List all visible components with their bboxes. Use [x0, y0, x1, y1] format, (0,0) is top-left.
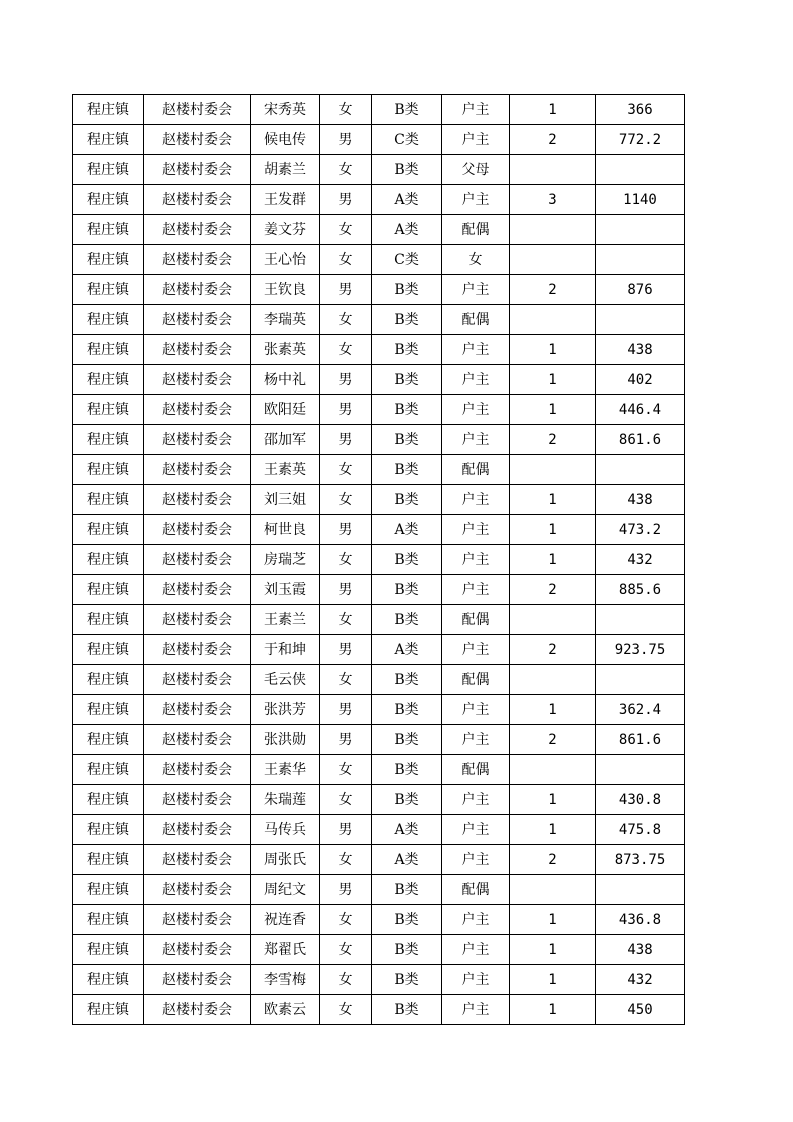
household-count-cell: 2 [510, 275, 596, 305]
relation-cell: 户主 [442, 125, 510, 155]
amount-cell: 362.4 [596, 695, 685, 725]
amount-cell: 923.75 [596, 635, 685, 665]
sex-cell: 女 [320, 545, 372, 575]
name-cell: 王发群 [251, 185, 320, 215]
relation-cell: 配偶 [442, 665, 510, 695]
village-cell: 赵楼村委会 [144, 965, 251, 995]
table-row [73, 635, 685, 665]
household-count-cell: 2 [510, 845, 596, 875]
amount-cell [596, 155, 685, 185]
sex-cell: 男 [320, 395, 372, 425]
sex-cell: 女 [320, 965, 372, 995]
sex-cell: 男 [320, 185, 372, 215]
town-cell: 程庄镇 [73, 575, 144, 605]
town-cell: 程庄镇 [73, 725, 144, 755]
category-cell: B类 [372, 695, 442, 725]
amount-cell: 432 [596, 545, 685, 575]
amount-cell [596, 215, 685, 245]
household-count-cell: 1 [510, 485, 596, 515]
name-cell: 朱瑞莲 [251, 785, 320, 815]
table-row [73, 155, 685, 185]
table-row [73, 185, 685, 215]
name-cell: 于和坤 [251, 635, 320, 665]
household-count-cell [510, 245, 596, 275]
name-cell: 马传兵 [251, 815, 320, 845]
category-cell: B类 [372, 935, 442, 965]
town-cell: 程庄镇 [73, 245, 144, 275]
town-cell: 程庄镇 [73, 155, 144, 185]
table-row [73, 395, 685, 425]
name-cell: 欧素云 [251, 995, 320, 1025]
category-cell: B类 [372, 755, 442, 785]
name-cell: 胡素兰 [251, 155, 320, 185]
relation-cell: 户主 [442, 365, 510, 395]
town-cell: 程庄镇 [73, 755, 144, 785]
amount-cell: 402 [596, 365, 685, 395]
amount-cell: 450 [596, 995, 685, 1025]
amount-cell: 436.8 [596, 905, 685, 935]
sex-cell: 女 [320, 305, 372, 335]
table-row [73, 905, 685, 935]
town-cell: 程庄镇 [73, 905, 144, 935]
relation-cell: 女 [442, 245, 510, 275]
relation-cell: 户主 [442, 515, 510, 545]
sex-cell: 男 [320, 725, 372, 755]
village-cell: 赵楼村委会 [144, 785, 251, 815]
village-cell: 赵楼村委会 [144, 605, 251, 635]
village-cell: 赵楼村委会 [144, 275, 251, 305]
name-cell: 周张氏 [251, 845, 320, 875]
sex-cell: 男 [320, 365, 372, 395]
category-cell: B类 [372, 665, 442, 695]
name-cell: 宋秀英 [251, 95, 320, 125]
town-cell: 程庄镇 [73, 185, 144, 215]
table-row [73, 545, 685, 575]
table-row [73, 575, 685, 605]
town-cell: 程庄镇 [73, 275, 144, 305]
household-count-cell: 1 [510, 905, 596, 935]
table-row [73, 935, 685, 965]
name-cell: 王素兰 [251, 605, 320, 635]
village-cell: 赵楼村委会 [144, 515, 251, 545]
household-count-cell: 1 [510, 515, 596, 545]
village-cell: 赵楼村委会 [144, 665, 251, 695]
amount-cell [596, 245, 685, 275]
sex-cell: 女 [320, 995, 372, 1025]
name-cell: 刘玉霞 [251, 575, 320, 605]
village-cell: 赵楼村委会 [144, 935, 251, 965]
sex-cell: 女 [320, 95, 372, 125]
table-row [73, 815, 685, 845]
village-cell: 赵楼村委会 [144, 485, 251, 515]
household-count-cell: 2 [510, 425, 596, 455]
name-cell: 王素英 [251, 455, 320, 485]
relation-cell: 户主 [442, 725, 510, 755]
town-cell: 程庄镇 [73, 665, 144, 695]
name-cell: 毛云侠 [251, 665, 320, 695]
household-count-cell: 1 [510, 545, 596, 575]
relation-cell: 配偶 [442, 605, 510, 635]
table-row [73, 695, 685, 725]
town-cell: 程庄镇 [73, 95, 144, 125]
sex-cell: 男 [320, 425, 372, 455]
amount-cell: 438 [596, 485, 685, 515]
amount-cell: 432 [596, 965, 685, 995]
name-cell: 张素英 [251, 335, 320, 365]
table-row [73, 245, 685, 275]
table-row [73, 665, 685, 695]
town-cell: 程庄镇 [73, 515, 144, 545]
village-cell: 赵楼村委会 [144, 995, 251, 1025]
household-count-cell: 1 [510, 335, 596, 365]
town-cell: 程庄镇 [73, 935, 144, 965]
relation-cell: 户主 [442, 95, 510, 125]
roster-table [72, 94, 685, 1025]
sex-cell: 女 [320, 605, 372, 635]
household-count-cell [510, 305, 596, 335]
town-cell: 程庄镇 [73, 965, 144, 995]
table-row [73, 845, 685, 875]
village-cell: 赵楼村委会 [144, 185, 251, 215]
household-count-cell [510, 605, 596, 635]
town-cell: 程庄镇 [73, 875, 144, 905]
amount-cell [596, 665, 685, 695]
household-count-cell [510, 455, 596, 485]
category-cell: B类 [372, 155, 442, 185]
household-count-cell: 2 [510, 635, 596, 665]
name-cell: 邵加军 [251, 425, 320, 455]
category-cell: B类 [372, 305, 442, 335]
table-row [73, 485, 685, 515]
household-count-cell: 3 [510, 185, 596, 215]
household-count-cell: 1 [510, 995, 596, 1025]
town-cell: 程庄镇 [73, 995, 144, 1025]
village-cell: 赵楼村委会 [144, 245, 251, 275]
category-cell: A类 [372, 215, 442, 245]
relation-cell: 户主 [442, 185, 510, 215]
sex-cell: 男 [320, 875, 372, 905]
relation-cell: 配偶 [442, 755, 510, 785]
town-cell: 程庄镇 [73, 485, 144, 515]
relation-cell: 户主 [442, 935, 510, 965]
sex-cell: 男 [320, 275, 372, 305]
village-cell: 赵楼村委会 [144, 725, 251, 755]
village-cell: 赵楼村委会 [144, 425, 251, 455]
name-cell: 张洪勋 [251, 725, 320, 755]
name-cell: 杨中礼 [251, 365, 320, 395]
category-cell: B类 [372, 725, 442, 755]
table-row [73, 455, 685, 485]
name-cell: 王素华 [251, 755, 320, 785]
table-row [73, 275, 685, 305]
name-cell: 祝连香 [251, 905, 320, 935]
town-cell: 程庄镇 [73, 605, 144, 635]
table-row [73, 725, 685, 755]
relation-cell: 户主 [442, 965, 510, 995]
household-count-cell: 1 [510, 785, 596, 815]
relation-cell: 配偶 [442, 875, 510, 905]
amount-cell: 473.2 [596, 515, 685, 545]
village-cell: 赵楼村委会 [144, 335, 251, 365]
sex-cell: 女 [320, 155, 372, 185]
household-count-cell [510, 665, 596, 695]
name-cell: 柯世良 [251, 515, 320, 545]
relation-cell: 户主 [442, 395, 510, 425]
relation-cell: 户主 [442, 785, 510, 815]
category-cell: B类 [372, 905, 442, 935]
roster-body [73, 95, 685, 1025]
sex-cell: 女 [320, 245, 372, 275]
household-count-cell: 1 [510, 395, 596, 425]
household-count-cell: 2 [510, 125, 596, 155]
amount-cell: 438 [596, 335, 685, 365]
household-count-cell: 1 [510, 95, 596, 125]
name-cell: 李瑞英 [251, 305, 320, 335]
relation-cell: 户主 [442, 545, 510, 575]
relation-cell: 户主 [442, 335, 510, 365]
town-cell: 程庄镇 [73, 305, 144, 335]
amount-cell [596, 455, 685, 485]
village-cell: 赵楼村委会 [144, 155, 251, 185]
town-cell: 程庄镇 [73, 215, 144, 245]
name-cell: 王心怡 [251, 245, 320, 275]
amount-cell: 861.6 [596, 425, 685, 455]
town-cell: 程庄镇 [73, 695, 144, 725]
town-cell: 程庄镇 [73, 425, 144, 455]
village-cell: 赵楼村委会 [144, 215, 251, 245]
relation-cell: 配偶 [442, 455, 510, 485]
town-cell: 程庄镇 [73, 455, 144, 485]
category-cell: C类 [372, 245, 442, 275]
town-cell: 程庄镇 [73, 545, 144, 575]
town-cell: 程庄镇 [73, 635, 144, 665]
sex-cell: 女 [320, 905, 372, 935]
sex-cell: 女 [320, 665, 372, 695]
relation-cell: 户主 [442, 635, 510, 665]
village-cell: 赵楼村委会 [144, 755, 251, 785]
category-cell: B类 [372, 875, 442, 905]
category-cell: B类 [372, 365, 442, 395]
category-cell: B类 [372, 545, 442, 575]
sex-cell: 男 [320, 515, 372, 545]
relation-cell: 户主 [442, 845, 510, 875]
category-cell: B类 [372, 575, 442, 605]
relation-cell: 户主 [442, 485, 510, 515]
relation-cell: 户主 [442, 995, 510, 1025]
village-cell: 赵楼村委会 [144, 815, 251, 845]
relation-cell: 配偶 [442, 215, 510, 245]
household-count-cell: 1 [510, 815, 596, 845]
amount-cell: 876 [596, 275, 685, 305]
village-cell: 赵楼村委会 [144, 95, 251, 125]
relation-cell: 户主 [442, 905, 510, 935]
table-row [73, 95, 685, 125]
category-cell: A类 [372, 845, 442, 875]
table-row [73, 215, 685, 245]
village-cell: 赵楼村委会 [144, 305, 251, 335]
amount-cell [596, 875, 685, 905]
category-cell: A类 [372, 635, 442, 665]
name-cell: 姜文芬 [251, 215, 320, 245]
household-count-cell [510, 215, 596, 245]
sex-cell: 女 [320, 785, 372, 815]
relation-cell: 户主 [442, 425, 510, 455]
category-cell: B类 [372, 965, 442, 995]
category-cell: B类 [372, 395, 442, 425]
town-cell: 程庄镇 [73, 785, 144, 815]
village-cell: 赵楼村委会 [144, 455, 251, 485]
sex-cell: 女 [320, 845, 372, 875]
relation-cell: 户主 [442, 575, 510, 605]
category-cell: A类 [372, 815, 442, 845]
category-cell: B类 [372, 455, 442, 485]
amount-cell: 475.8 [596, 815, 685, 845]
table-row [73, 755, 685, 785]
table-row [73, 365, 685, 395]
sex-cell: 女 [320, 335, 372, 365]
village-cell: 赵楼村委会 [144, 875, 251, 905]
amount-cell: 446.4 [596, 395, 685, 425]
category-cell: A类 [372, 515, 442, 545]
town-cell: 程庄镇 [73, 125, 144, 155]
relation-cell: 配偶 [442, 305, 510, 335]
amount-cell [596, 305, 685, 335]
name-cell: 刘三姐 [251, 485, 320, 515]
sex-cell: 男 [320, 575, 372, 605]
category-cell: B类 [372, 995, 442, 1025]
category-cell: B类 [372, 335, 442, 365]
sex-cell: 男 [320, 125, 372, 155]
town-cell: 程庄镇 [73, 815, 144, 845]
amount-cell: 861.6 [596, 725, 685, 755]
category-cell: B类 [372, 95, 442, 125]
village-cell: 赵楼村委会 [144, 125, 251, 155]
sex-cell: 女 [320, 455, 372, 485]
name-cell: 李雪梅 [251, 965, 320, 995]
table-row [73, 305, 685, 335]
name-cell: 周纪文 [251, 875, 320, 905]
sex-cell: 男 [320, 815, 372, 845]
category-cell: B类 [372, 605, 442, 635]
table-row [73, 785, 685, 815]
amount-cell: 885.6 [596, 575, 685, 605]
table-row [73, 605, 685, 635]
sex-cell: 女 [320, 935, 372, 965]
amount-cell: 873.75 [596, 845, 685, 875]
name-cell: 房瑞芝 [251, 545, 320, 575]
town-cell: 程庄镇 [73, 845, 144, 875]
category-cell: B类 [372, 275, 442, 305]
household-count-cell: 2 [510, 575, 596, 605]
category-cell: B类 [372, 785, 442, 815]
name-cell: 候电传 [251, 125, 320, 155]
sex-cell: 女 [320, 485, 372, 515]
table-row [73, 425, 685, 455]
village-cell: 赵楼村委会 [144, 635, 251, 665]
category-cell: B类 [372, 425, 442, 455]
amount-cell: 430.8 [596, 785, 685, 815]
town-cell: 程庄镇 [73, 365, 144, 395]
village-cell: 赵楼村委会 [144, 845, 251, 875]
amount-cell: 438 [596, 935, 685, 965]
village-cell: 赵楼村委会 [144, 575, 251, 605]
household-count-cell [510, 875, 596, 905]
household-count-cell: 1 [510, 935, 596, 965]
household-count-cell: 1 [510, 365, 596, 395]
relation-cell: 户主 [442, 275, 510, 305]
name-cell: 王钦良 [251, 275, 320, 305]
sex-cell: 男 [320, 635, 372, 665]
name-cell: 欧阳廷 [251, 395, 320, 425]
village-cell: 赵楼村委会 [144, 365, 251, 395]
table-row [73, 875, 685, 905]
table-row [73, 965, 685, 995]
table-row [73, 995, 685, 1025]
town-cell: 程庄镇 [73, 335, 144, 365]
village-cell: 赵楼村委会 [144, 395, 251, 425]
table-row [73, 125, 685, 155]
household-count-cell [510, 755, 596, 785]
relation-cell: 父母 [442, 155, 510, 185]
category-cell: B类 [372, 485, 442, 515]
sex-cell: 男 [320, 695, 372, 725]
relation-cell: 户主 [442, 815, 510, 845]
category-cell: A类 [372, 185, 442, 215]
name-cell: 张洪芳 [251, 695, 320, 725]
amount-cell: 1140 [596, 185, 685, 215]
name-cell: 郑翟氏 [251, 935, 320, 965]
amount-cell: 772.2 [596, 125, 685, 155]
household-count-cell: 1 [510, 695, 596, 725]
village-cell: 赵楼村委会 [144, 695, 251, 725]
category-cell: C类 [372, 125, 442, 155]
amount-cell [596, 605, 685, 635]
town-cell: 程庄镇 [73, 395, 144, 425]
household-count-cell: 2 [510, 725, 596, 755]
table-row [73, 335, 685, 365]
household-count-cell: 1 [510, 965, 596, 995]
village-cell: 赵楼村委会 [144, 545, 251, 575]
amount-cell: 366 [596, 95, 685, 125]
relation-cell: 户主 [442, 695, 510, 725]
table-row [73, 515, 685, 545]
sex-cell: 女 [320, 215, 372, 245]
village-cell: 赵楼村委会 [144, 905, 251, 935]
sex-cell: 女 [320, 755, 372, 785]
amount-cell [596, 755, 685, 785]
household-count-cell [510, 155, 596, 185]
